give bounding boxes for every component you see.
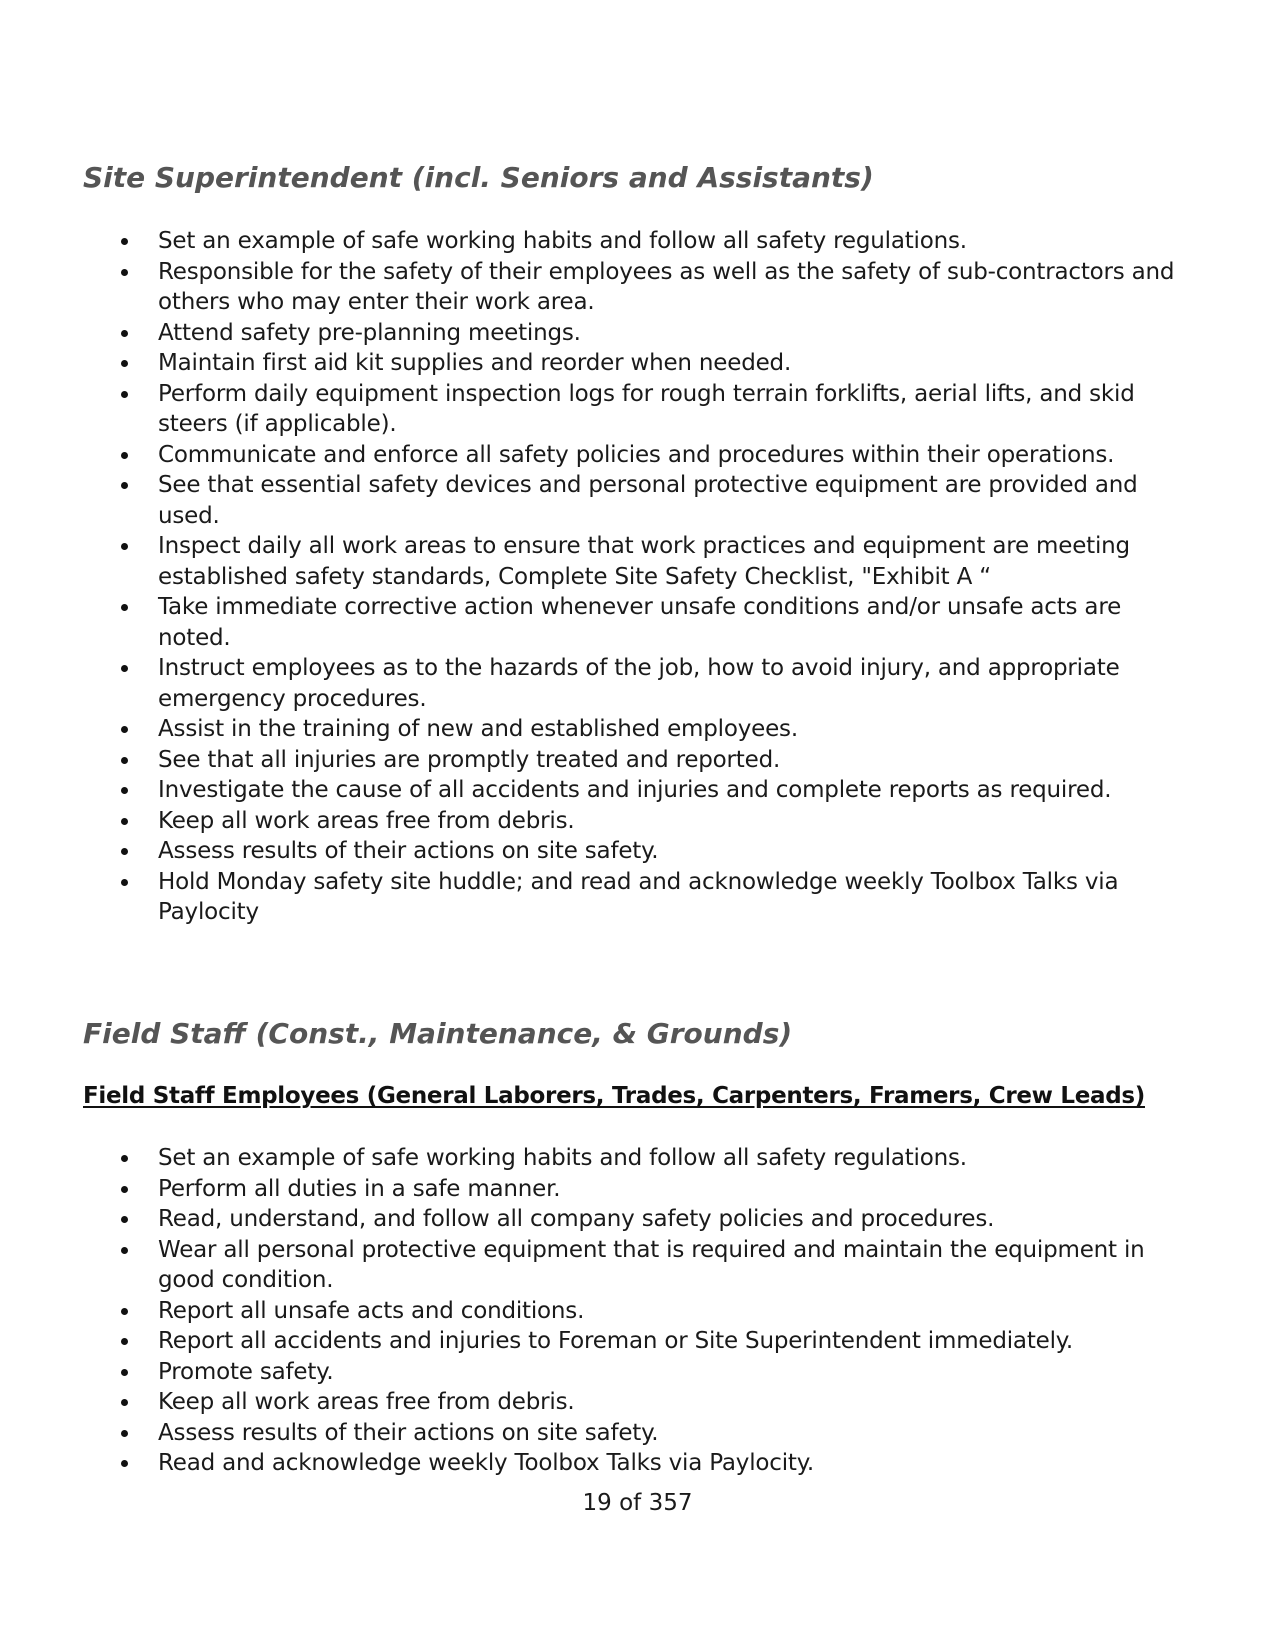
page-number: 19 of 357 xyxy=(582,1490,693,1516)
list-item: Take immediate corrective action whenever unsafe conditions and/or unsafe acts are noted. xyxy=(0,592,1275,653)
list-item: Maintain first aid kit supplies and reorder when needed. xyxy=(0,348,1275,379)
site-superintendent-duties-list xyxy=(0,226,1275,928)
field-staff-duties-list xyxy=(0,1143,1275,1479)
list-item: See that all injuries are promptly treated and reported. xyxy=(0,745,1275,776)
list-item: Attend safety pre-planning meetings. xyxy=(0,318,1275,349)
list-item: Communicate and enforce all safety policies and procedures within their operations. xyxy=(0,440,1275,471)
list-item: Hold Monday safety site huddle; and read and acknowledge weekly Toolbox Talks via Paylocity xyxy=(0,867,1275,928)
list-item: Read and acknowledge weekly Toolbox Talks via Paylocity. xyxy=(0,1448,1275,1479)
list-item: Instruct employees as to the hazards of the job, how to avoid injury, and appropriate emergency procedures. xyxy=(0,653,1275,714)
list-item: Set an example of safe working habits and follow all safety regulations. xyxy=(0,1143,1275,1174)
list-item: Perform all duties in a safe manner. xyxy=(0,1174,1275,1205)
list-item: Perform daily equipment inspection logs for rough terrain forklifts, aerial lifts, and skid steers (if applicable). xyxy=(0,379,1275,440)
list-item: See that essential safety devices and personal protective equipment are provided and used. xyxy=(0,470,1275,531)
list-item: Responsible for the safety of their employees as well as the safety of sub-contractors and others who may enter their work area. xyxy=(0,257,1275,318)
list-item: Investigate the cause of all accidents and injuries and complete reports as required. xyxy=(0,775,1275,806)
list-item: Set an example of safe working habits and follow all safety regulations. xyxy=(0,226,1275,257)
list-item: Read, understand, and follow all company safety policies and procedures. xyxy=(0,1204,1275,1235)
section-heading-site-superintendent: Site Superintendent (incl. Seniors and Assistants) xyxy=(83,161,874,194)
list-item: Promote safety. xyxy=(0,1357,1275,1388)
list-item: Report all unsafe acts and conditions. xyxy=(0,1296,1275,1327)
section-heading-field-staff: Field Staff (Const., Maintenance, & Grounds) xyxy=(83,1017,793,1050)
list-item: Assess results of their actions on site safety. xyxy=(0,1418,1275,1449)
list-item: Assess results of their actions on site safety. xyxy=(0,836,1275,867)
list-item: Keep all work areas free from debris. xyxy=(0,1387,1275,1418)
list-item: Inspect daily all work areas to ensure that work practices and equipment are meeting established safety standards, Complete Site Safety Checklist, "Exhibit A “ xyxy=(0,531,1275,592)
list-item: Assist in the training of new and established employees. xyxy=(0,714,1275,745)
list-item: Wear all personal protective equipment that is required and maintain the equipment in good condition. xyxy=(0,1235,1275,1296)
subheading-field-staff-employees: Field Staff Employees (General Laborers, Trades, Carpenters, Framers, Crew Leads) xyxy=(83,1083,1145,1109)
list-item: Report all accidents and injuries to Foreman or Site Superintendent immediately. xyxy=(0,1326,1275,1357)
list-item: Keep all work areas free from debris. xyxy=(0,806,1275,837)
